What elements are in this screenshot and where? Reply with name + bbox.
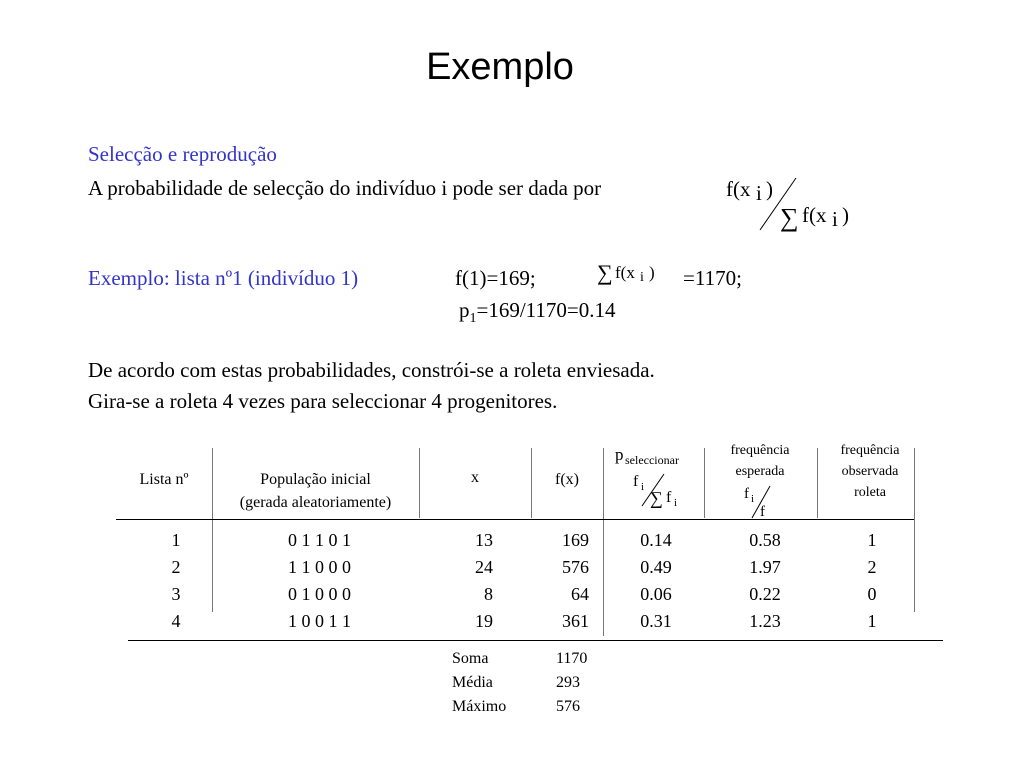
cell-lista: 3 — [171, 584, 181, 604]
header-psel-sub: seleccionar — [625, 453, 679, 467]
cell-x: 19 — [475, 611, 493, 631]
cell-freq-esperada: 1.23 — [749, 611, 781, 631]
header-freq-observada-line-1: frequência — [840, 443, 900, 458]
header-freq-observada — [820, 440, 920, 503]
header-freq-observada-line-3: roleta — [854, 485, 886, 500]
header-freq-esperada-fraction — [738, 482, 778, 520]
example-label: Exemplo: lista nº1 (indivíduo 1) — [88, 266, 359, 290]
formula-numerator-index: i — [756, 181, 762, 205]
cell-freq-observada: 0 — [867, 584, 877, 604]
header-fx: f(x) — [555, 471, 579, 488]
cell-fx: 64 — [571, 584, 589, 604]
cell-populacao: 0 1 1 0 1 — [288, 530, 351, 550]
cell-freq-observada: 1 — [867, 611, 877, 631]
cell-fx: 576 — [562, 557, 589, 577]
cell-lista: 2 — [171, 557, 181, 577]
header-fesp-num-sub: i — [751, 493, 755, 505]
formula-denominator-close: ) — [842, 203, 849, 227]
p1-value — [459, 298, 616, 327]
header-populacao-line-2: (gerada aleatoriamente) — [239, 494, 392, 511]
header-freq-observada-line-2: observada — [841, 464, 899, 479]
cell-fx: 169 — [562, 530, 589, 550]
cell-populacao: 1 1 0 0 0 — [288, 557, 351, 577]
cell-freq-observada: 1 — [867, 530, 877, 550]
column-divider — [704, 448, 705, 518]
formula-denominator: f(x — [802, 203, 827, 227]
cell-freq-esperada: 1.97 — [749, 557, 781, 577]
header-populacao-line-1: População inicial — [260, 471, 371, 488]
stat-value-media: 293 — [556, 674, 580, 691]
header-lista: Lista nº — [139, 471, 189, 488]
header-psel-den-sub: i — [674, 497, 678, 509]
cell-freq-observada: 2 — [867, 557, 877, 577]
cell-fx: 361 — [562, 611, 589, 631]
stat-label-media: Média — [452, 674, 493, 691]
cell-x: 13 — [475, 530, 493, 550]
f1-value: f(1)=169; — [455, 266, 536, 290]
paragraph-line-2: Gira-se a roleta 4 vezes para seleccionar 4 progenitores. — [88, 389, 558, 413]
cell-lista: 4 — [171, 611, 181, 631]
header-freq-esperada — [710, 440, 810, 482]
sum-symbol: ∑ — [597, 260, 613, 285]
cell-x: 24 — [475, 557, 493, 577]
p1-rest: =169/1170=0.14 — [476, 298, 616, 322]
cell-pseleccionar: 0.06 — [640, 584, 672, 604]
header-pseleccionar — [604, 444, 704, 516]
formula-sum-symbol: ∑ — [780, 203, 799, 232]
sum-fx-formula — [595, 258, 675, 290]
cell-populacao: 1 0 0 1 1 — [288, 611, 351, 631]
sum-value: =1170; — [683, 266, 742, 290]
slide-title: Exemplo — [426, 46, 574, 88]
header-psel-sum: ∑ — [650, 488, 663, 508]
cell-pseleccionar: 0.31 — [640, 611, 672, 631]
sum-fx-index: i — [640, 270, 644, 285]
header-populacao — [212, 470, 419, 512]
p1-prefix: p — [459, 298, 470, 322]
stat-value-maximo: 576 — [556, 698, 580, 715]
cell-populacao: 0 1 0 0 0 — [288, 584, 351, 604]
cell-pseleccionar: 0.49 — [640, 557, 672, 577]
header-psel-num-sub: i — [641, 481, 645, 493]
cell-x: 8 — [484, 584, 493, 604]
formula-numerator: f(x — [726, 177, 751, 201]
cell-freq-esperada: 0.22 — [749, 584, 781, 604]
header-freq-esperada-line-1: frequência — [730, 443, 790, 458]
body-rule — [128, 640, 943, 641]
header-rule — [116, 519, 914, 520]
paragraph-line-1: De acordo com estas probabilidades, constrói-se a roleta enviesada. — [88, 358, 655, 382]
header-fesp-num: f — [744, 486, 749, 502]
cell-pseleccionar: 0.14 — [640, 530, 672, 550]
cell-freq-esperada: 0.58 — [749, 530, 781, 550]
stat-label-maximo: Máximo — [452, 698, 507, 715]
formula-numerator-close: ) — [766, 177, 773, 201]
stat-value-soma: 1170 — [556, 650, 588, 667]
header-freq-esperada-line-2: esperada — [735, 464, 785, 479]
stat-label-soma: Soma — [452, 650, 489, 667]
header-psel-p: p — [615, 445, 624, 464]
sum-fx: f(x — [615, 263, 635, 282]
header-psel-den: f — [666, 489, 672, 506]
header-x: x — [471, 469, 479, 486]
section-heading: Selecção e reprodução — [88, 142, 277, 166]
cell-lista: 1 — [171, 530, 181, 550]
header-psel-num: f — [633, 473, 639, 490]
p1-subscript: 1 — [469, 311, 477, 327]
column-divider — [817, 448, 818, 518]
intro-text: A probabilidade de selecção do indivíduo i pode ser dada por — [88, 176, 602, 200]
sum-fx-close: ) — [649, 263, 655, 282]
probability-formula — [722, 172, 862, 236]
header-fesp-den: f — [760, 504, 765, 520]
formula-denominator-index: i — [832, 207, 838, 231]
